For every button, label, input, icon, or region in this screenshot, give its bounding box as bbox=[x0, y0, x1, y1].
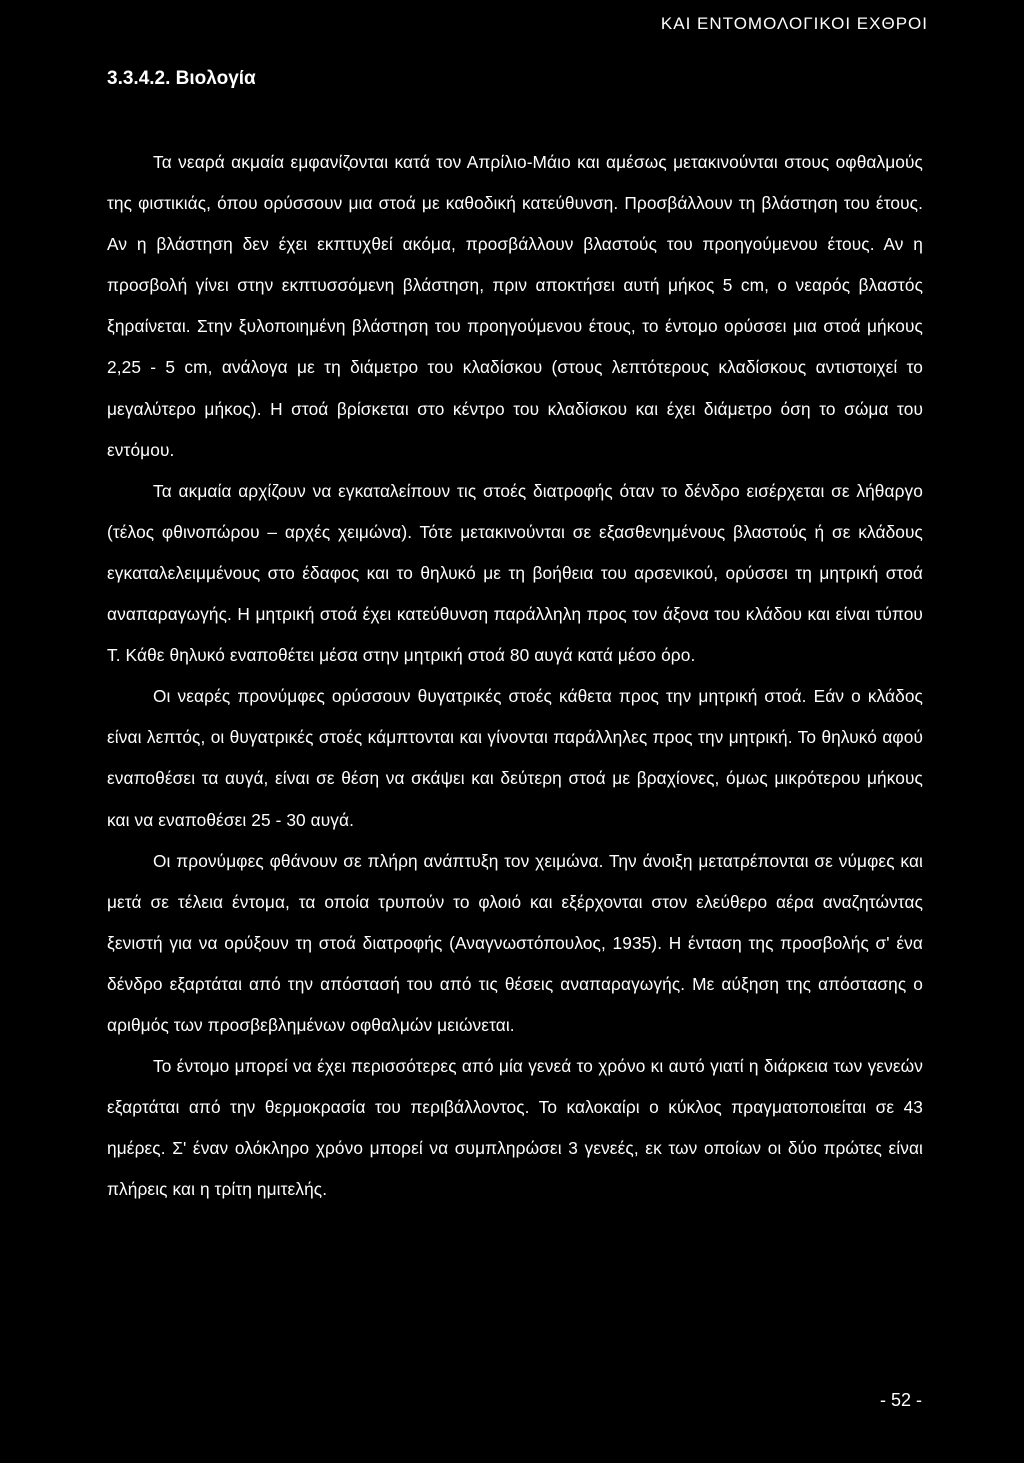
paragraph-2: Τα ακμαία αρχίζουν να εγκαταλείπουν τις στοές διατροφής όταν το δένδρο εισέρχεται σε λήθαργο (τέλος φθινοπώρου – αρχές χειμώνα). Τότε μετακινούνται σε εξασθενημένους βλαστούς ή σε κλάδους εγκαταλελειμμένους στο έδαφος και το θηλυκό με τη βοήθεια του αρσενικού, ορύσσει τη μητρική στοά αναπαραγωγής. Η μητρική στοά έχει κατεύθυνση παράλληλη προς τον άξονα του κλάδου και είναι τύπου Τ. Κάθε θηλυκό εναποθέτει μέσα στην μητρική στοά 80 αυγά κατά μέσο όρο. bbox=[107, 480, 923, 666]
paragraph-5: Το έντομο μπορεί να έχει περισσότερες από μία γενεά το χρόνο κι αυτό γιατί η διάρκεια των γενεών εξαρτάται από την θερμοκρασία του περιβάλλοντος. Το καλοκαίρι ο κύκλος πραγματοποιείται σε 43 ημέρες. Σ' έναν ολόκληρο χρόνο μπορεί να συμπληρώσει 3 γενεές, εκ των οποίων οι δύο πρώτες είναι πλήρεις και η τρίτη ημιτελής. bbox=[107, 1056, 923, 1200]
running-header: ΚΑΙ ΕΝΤΟΜΟΛΟΓΙΚΟΙ ΕΧΘΡΟΙ bbox=[660, 14, 928, 33]
page-number: - 52 - bbox=[879, 1390, 922, 1410]
section-heading: 3.3.4.2. Βιολογία bbox=[107, 68, 256, 89]
paragraph-3: Οι νεαρές προνύμφες ορύσσουν θυγατρικές στοές κάθετα προς την μητρική στοά. Εάν ο κλάδος είναι λεπτός, οι θυγατρικές στοές κάμπτονται και γίνονται παράλληλες προς την μητρική. Το θηλυκό αφού εναποθέσει τα αυγά, είναι σε θέση να σκάψει και δεύτερη στοά με βραχίονες, όμως μικρότερου μήκους και να εναποθέσει 25 - 30 αυγά. bbox=[107, 686, 923, 830]
paragraph-1: Τα νεαρά ακμαία εμφανίζονται κατά τον Απρίλιο-Μάιο και αμέσως μετακινούνται στους οφθαλμούς της φιστικιάς, όπου ορύσσουν μια στοά με καθοδική κατεύθυνση. Προσβάλλουν τη βλάστηση του έτους. Αν η βλάστηση δεν έχει εκπτυχθεί ακόμα, προσβάλλουν βλαστούς του προηγούμενου έτους. Αν η προσβολή γίνει στην εκπτυσσόμενη βλάστηση, πριν αποκτήσει αυτή μήκος 5 cm, ο νεαρός βλαστός ξηραίνεται. Στην ξυλοποιημένη βλάστηση του προηγούμενου έτους, το έντομο ορύσσει μια στοά μήκους 2,25 - 5 cm, ανάλογα με τη διάμετρο του κλαδίσκου (στους λεπτότερους κλαδίσκους αντιστοιχεί το μεγαλύτερο μήκος). Η στοά βρίσκεται στο κέντρο του κλαδίσκου και έχει διάμετρο όση το σώμα του εντόμου. bbox=[107, 152, 923, 460]
body-text bbox=[107, 142, 923, 1210]
paragraph-4: Οι προνύμφες φθάνουν σε πλήρη ανάπτυξη τον χειμώνα. Την άνοιξη μετατρέπονται σε νύμφες και μετά σε τέλεια έντομα, τα οποία τρυπούν το φλοιό και εξέρχονται στον ελεύθερο αέρα αναζητώντας ξενιστή για να ορύξουν τη στοά διατροφής (Αναγνωστόπουλος, 1935). Η ένταση της προσβολής σ' ένα δένδρο εξαρτάται από την απόστασή του από τις θέσεις αναπαραγωγής. Με αύξηση της απόστασης ο αριθμός των προσβεβλημένων οφθαλμών μειώνεται. bbox=[107, 850, 923, 1035]
